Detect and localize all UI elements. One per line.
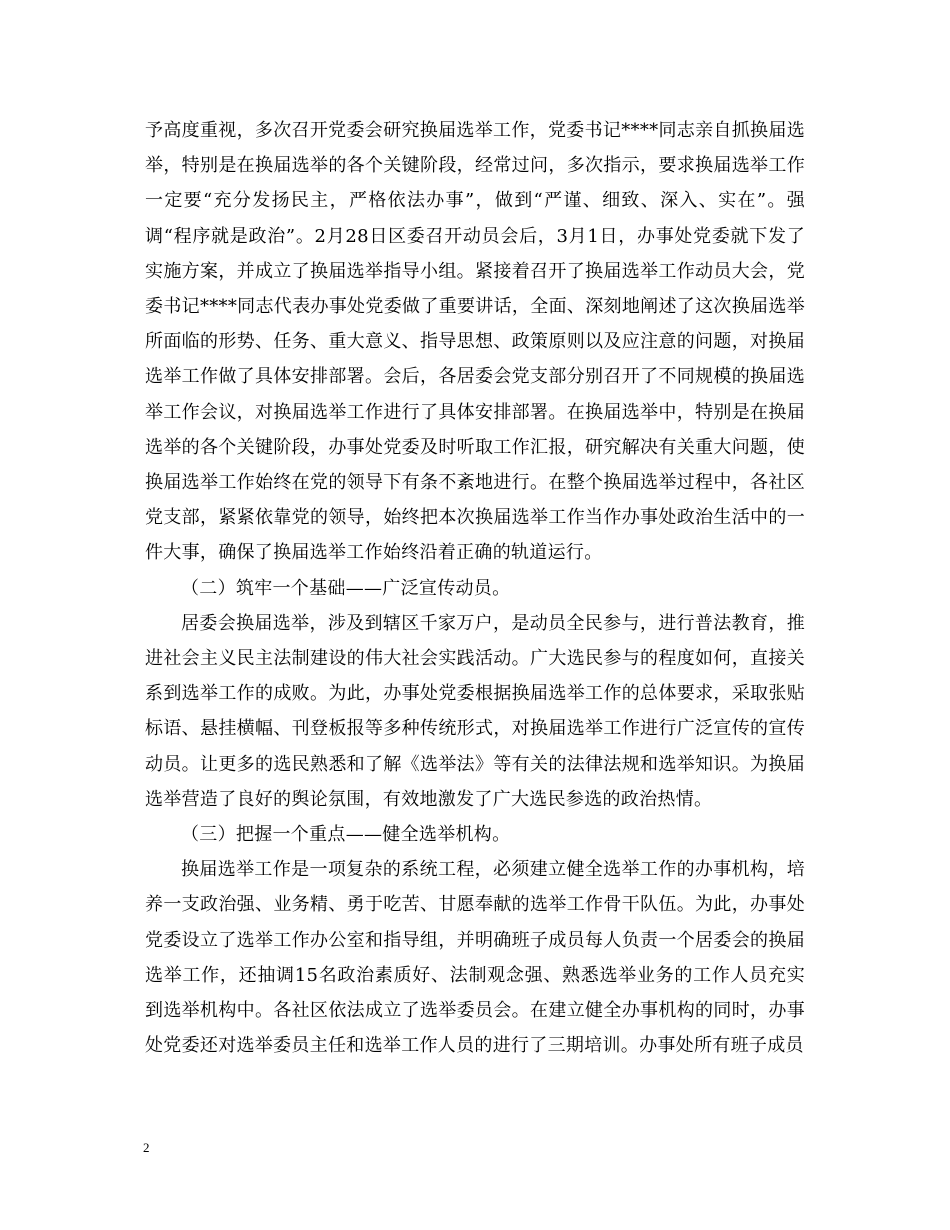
section-heading-3: （三）把握一个重点——健全选举机构。 — [181, 824, 511, 846]
page-number: 2 — [143, 1140, 150, 1155]
paragraph-propaganda: 居委会换届选举，涉及到辖区千家万户，是动员全民参与，进行普法教育，推进社会主义民主法制建设的伟大社会实践活动。广大选民参与的程度如何，直接关系到选举工作的成败。为此，办事处党委根据换届选举工作的总体要求，采取张贴标语、悬挂横幅、刊登板报等多种传统形式，对换届选举工作进行广泛宣传的宣传动员。让更多的选民熟悉和了解《选举法》等有关的法律法规和选举知识。为换届选举营造了良好的舆论氛围，有效地激发了广大选民参选的政治热情。 — [145, 612, 805, 810]
document-body — [145, 113, 805, 1063]
paragraph-continuation: 予高度重视，多次召开党委会研究换届选举工作，党委书记****同志亲自抓换届选举，特别是在换届选举的各个关键阶段，经常过问，多次指示，要求换届选举工作一定要“充分发扬民主，严格依法办事”，做到“严谨、细致、深入、实在”。强调“程序就是政治”。2月28日区委召开动员会后，3月1日，办事处党委就下发了实施方案，并成立了换届选举指导小组。紧接着召开了换届选举工作动员大会，党委书记****同志代表办事处党委做了重要讲话，全面、深刻地阐述了这次换届选举所面临的形势、任务、重大意义、指导思想、政策原则以及应注意的问题，对换届选举工作做了具体安排部署。会后，各居委会党支部分别召开了不同规模的换届选举工作会议，对换届选举工作进行了具体安排部署。在换届选举中，特别是在换届选举的各个关键阶段，办事处党委及时听取工作汇报，研究解决有关重大问题，使换届选举工作始终在党的领导下有条不紊地进行。在整个换届选举过程中，各社区党支部，紧紧依靠党的领导，始终把本次换届选举工作当作办事处政治生活中的一件大事，确保了换届选举工作始终沿着正确的轨道运行。 — [145, 120, 805, 564]
section-heading-2: （二）筑牢一个基础——广泛宣传动员。 — [181, 577, 511, 599]
paragraph-organization: 换届选举工作是一项复杂的系统工程，必须建立健全选举工作的办事机构，培养一支政治强、业务精、勇于吃苦、甘愿奉献的选举工作骨干队伍。为此，办事处党委设立了选举工作办公室和指导组，并明确班子成员每人负责一个居委会的换届选举工作，还抽调15名政治素质好、法制观念强、熟悉选举业务的工作人员充实到选举机构中。各社区依法成立了选举委员会。在建立健全办事机构的同时，办事处党委还对选举委员主任和选举工作人员的进行了三期培训。办事处所有班子成员 — [145, 859, 805, 1057]
